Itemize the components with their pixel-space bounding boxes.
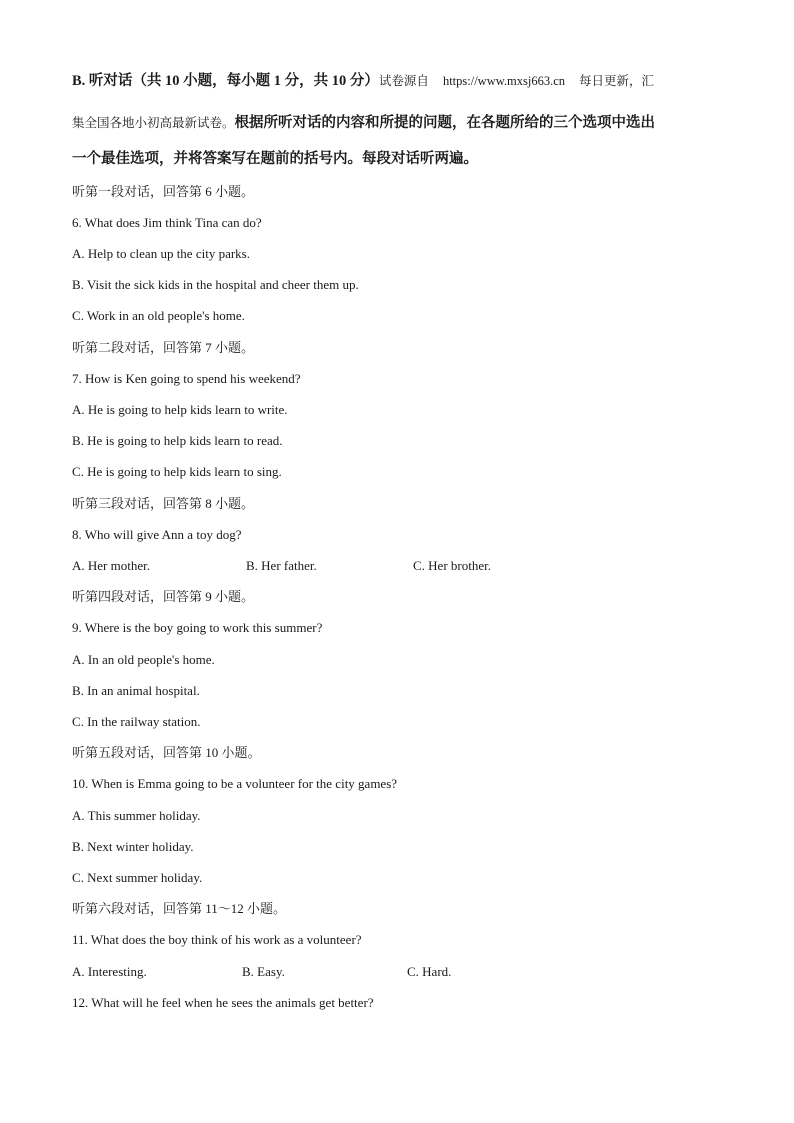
question-11: 11. What does the boy think of his work as a volunteer? (72, 932, 362, 947)
q6-option-c: C. Work in an old people's home. (72, 308, 245, 323)
question-12: 12. What will he feel when he sees the animals get better? (72, 995, 374, 1010)
q9-option-a: A. In an old people's home. (72, 652, 215, 667)
question-9: 9. Where is the boy going to work this summer? (72, 620, 323, 635)
q7-option-c: C. He is going to help kids learn to sing. (72, 464, 282, 479)
q10-option-a: A. This summer holiday. (72, 808, 201, 823)
q8-option-a: A. Her mother. (72, 558, 150, 573)
q11-option-b: B. Easy. (242, 964, 285, 979)
q9-option-c: C. In the railway station. (72, 714, 201, 729)
update-note: 每日更新，汇 (579, 74, 655, 88)
question-7: 7. How is Ken going to spend his weekend? (72, 371, 301, 386)
dialogue-2-heading: 听第二段对话，回答第 7 小题。 (72, 340, 255, 355)
instruction-text: 根据所听对话的内容和所提的问题，在各题所给的三个选项中选出 (234, 115, 656, 131)
source-url: https://www.mxsj663.cn (442, 74, 566, 88)
q10-option-c: C. Next summer holiday. (72, 870, 203, 885)
q6-option-a: A. Help to clean up the city parks. (72, 246, 250, 261)
question-6: 6. What does Jim think Tina can do? (72, 215, 262, 230)
q10-option-b: B. Next winter holiday. (72, 839, 194, 854)
q11-option-c: C. Hard. (407, 964, 452, 979)
q8-option-b: B. Her father. (246, 558, 317, 573)
q7-option-b: B. He is going to help kids learn to read. (72, 433, 283, 448)
q6-option-b: B. Visit the sick kids in the hospital and cheer them up. (72, 277, 359, 292)
source-label: 试卷源自 (378, 74, 429, 88)
q11-option-a: A. Interesting. (72, 964, 147, 979)
dialogue-6-heading: 听第六段对话，回答第 11～12 小题。 (72, 901, 287, 916)
section-header-line-2 (72, 114, 655, 132)
instruction-text-cont: 一个最佳选项，并将答案写在题前的括号内。每段对话听两遍。 (72, 151, 478, 167)
dialogue-4-heading: 听第四段对话，回答第 9 小题。 (72, 589, 255, 604)
q9-option-b: B. In an animal hospital. (72, 683, 200, 698)
section-title: B. 听对话（共 10 小题，每小题 1 分，共 10 分） (72, 73, 379, 89)
q7-option-a: A. He is going to help kids learn to write. (72, 402, 288, 417)
question-8: 8. Who will give Ann a toy dog? (72, 527, 242, 542)
header-prefix: 集全国各地小初高最新试卷。 (72, 116, 235, 130)
section-header-line-1 (72, 72, 654, 90)
question-10: 10. When is Emma going to be a volunteer for the city games? (72, 776, 398, 791)
q8-option-c: C. Her brother. (413, 558, 491, 573)
dialogue-5-heading: 听第五段对话，回答第 10 小题。 (72, 745, 261, 760)
dialogue-1-heading: 听第一段对话，回答第 6 小题。 (72, 184, 255, 199)
section-header-line-3 (72, 150, 478, 168)
dialogue-3-heading: 听第三段对话，回答第 8 小题。 (72, 496, 255, 511)
